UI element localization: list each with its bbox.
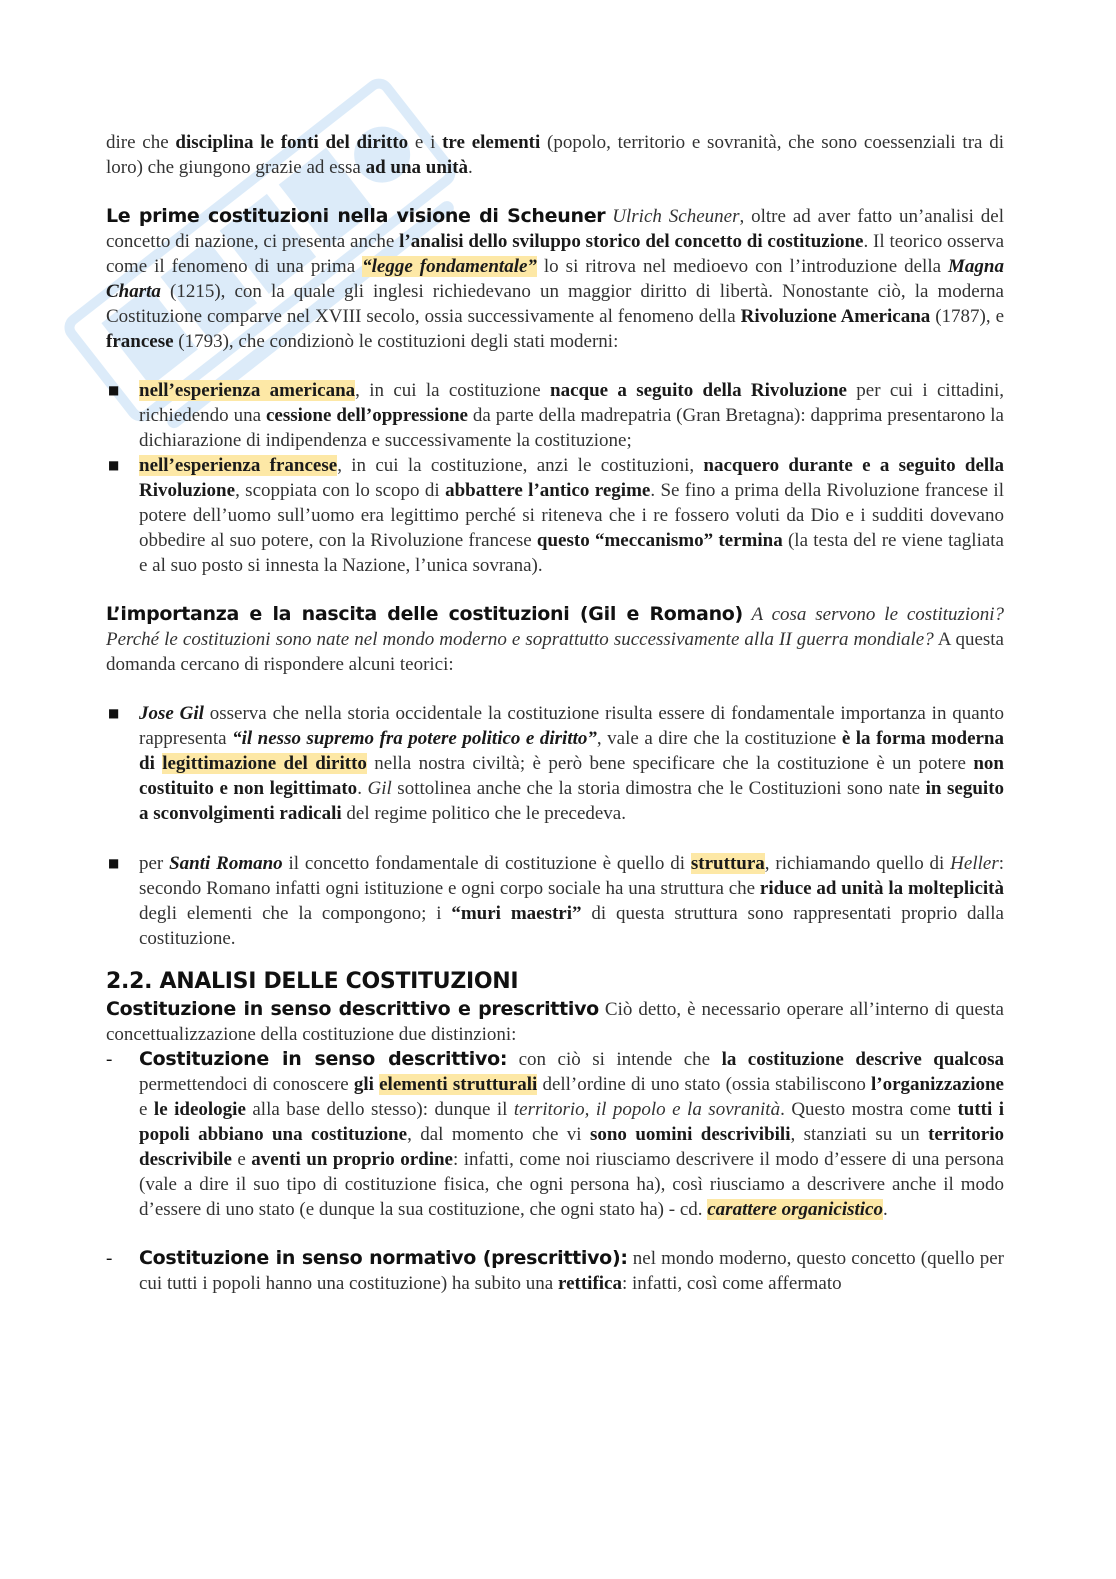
subheading-gil-romano: L’importanza e la nascita delle costituzioni (Gil e Romano) bbox=[106, 603, 743, 625]
document-page bbox=[106, 130, 1004, 1296]
paragraph-gil-romano: L’importanza e la nascita delle costituzioni (Gil e Romano) A cosa servono le costituzioni? Perché le costituzioni sono nate nel mondo moderno e soprattutto successivamente alla II guerra mondiale? A questa domanda cercano di rispondere alcuni teorici: bbox=[106, 603, 1004, 675]
paragraph-scheuner: Le prime costituzioni nella visione di Scheuner Ulrich Scheuner, oltre ad aver fatto un’analisi del concetto di nazione, ci presenta anche l’analisi dello sviluppo storico del concetto di costituzione. Il teorico osserva come il fenomeno di una prima “legge fondamentale” lo si ritrova nel medioevo con l’introduzione della Magna Charta (1215), con la quale gli inglesi richiedevano un maggior diritto di libertà. Nonostante ciò, la moderna Costituzione comparve nel XVIII secolo, ossia successivamente al fenomeno della Rivoluzione Americana (1787), e francese (1793), che condizionò le costituzioni degli stati moderni: bbox=[106, 205, 1005, 352]
list-item: - Costituzione in senso descrittivo: con ciò si intende che la costituzione descrive qualcosa permettendoci di conoscere gli elementi strutturali dell’ordine di uno stato (ossia stabiliscono l’organizzazione e le ideologie alla base dello stesso): dunque il territorio, il popolo e la sovranità. Questo mostra come tutti i popoli abbiano una costituzione, dal momento che vi sono uomini descrivibili, stanziati su un territorio descrivibile e aventi un proprio ordine: infatti, come noi riusciamo descrivere il modo d’essere di una persona (vale a dire il suo tipo di costituzione fisica, che ogni persona ha), così riusciamo a descrivere anche il modo d’essere di uno stato (e dunque la sua costituzione, che ogni stato ha) - cd. carattere organicistico. bbox=[106, 1047, 1004, 1222]
list-item: ■ Jose Gil osserva che nella storia occidentale la costituzione risulta essere di fondamentale importanza in quanto rappresenta “il nesso supremo fra potere politico e diritto”, vale a dire che la costituzione è la forma moderna di legittimazione del diritto nella nostra civiltà; è però bene specificare che la costituzione è un potere non costituito e non legittimato. Gil sottolinea anche che la storia dimostra che le Costituzioni sono nate in seguito a sconvolgimenti radicali del regime politico che le precedeva. bbox=[106, 701, 1004, 826]
list-item: ■ nell’esperienza francese, in cui la costituzione, anzi le costituzioni, nacquero durante e a seguito della Rivoluzione, scoppiata con lo scopo di abbattere l’antico regime. Se fino a prima della Rivoluzione francese il potere dell’uomo sull’uomo era legittimo perché si riteneva che i re fossero voluti da Dio e i sudditi dovevano obbedire al suo potere, con la Rivoluzione francese questo “meccanismo” termina (la testa del re viene tagliata e al suo posto si innesta la Nazione, l’unica sovrana). bbox=[106, 453, 1004, 578]
list-item: ■ per Santi Romano il concetto fondamentale di costituzione è quello di struttura, richiamando quello di Heller: secondo Romano infatti ogni istituzione e ogni corpo sociale ha una struttura che riduce ad unità la molteplicità degli elementi che la compongono; i “muri maestri” di questa struttura sono rappresentati proprio dalla costituzione. bbox=[106, 851, 1004, 951]
list-item: ■ nell’esperienza americana, in cui la costituzione nacque a seguito della Rivoluzione per cui i cittadini, richiedendo una cessione dell’oppressione da parte della madrepatria (Gran Bretagna): dapprima presentarono la dichiarazione di indipendenza e successivamente la costituzione; bbox=[106, 378, 1004, 453]
list-distinctions bbox=[106, 1047, 1004, 1296]
subheading-scheuner: Le prime costituzioni nella visione di Scheuner bbox=[106, 205, 606, 227]
paragraph-intro: dire che disciplina le fonti del diritto e i tre elementi (popolo, territorio e sovranità, che sono coessenziali tra di loro) che giungono grazie ad essa ad una unità. bbox=[106, 132, 1004, 178]
list-theorists bbox=[106, 701, 1004, 951]
section-title: 2.2. ANALISI DELLE COSTITUZIONI bbox=[106, 969, 519, 994]
subheading-descrittivo: Costituzione in senso descrittivo e prescrittivo bbox=[106, 998, 599, 1020]
paragraph-descrittivo: Costituzione in senso descrittivo e prescrittivo Ciò detto, è necessario operare all’interno di questa concettualizzazione della costituzione due distinzioni: bbox=[106, 998, 1004, 1045]
list-revolutions bbox=[106, 378, 1004, 578]
list-item: - Costituzione in senso normativo (prescrittivo): nel mondo moderno, questo concetto (quello per cui tutti i popoli hanno una costituzione) ha subito una rettifica: infatti, così come affermato bbox=[106, 1246, 1004, 1296]
